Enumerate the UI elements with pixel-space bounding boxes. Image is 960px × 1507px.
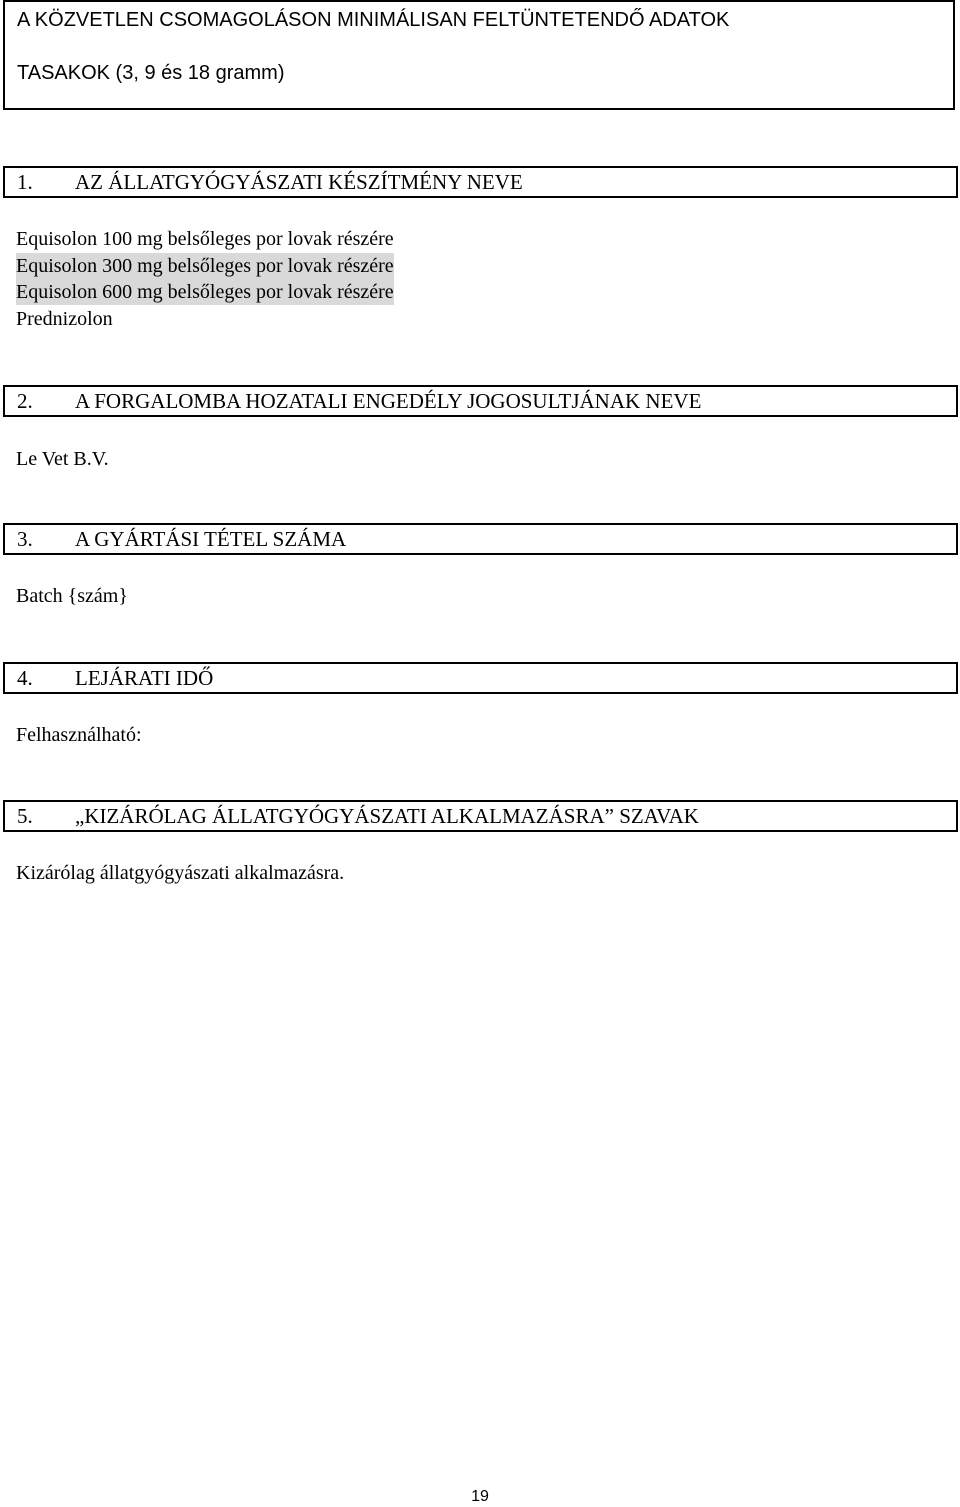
product-name-100mg: Equisolon 100 mg belsőleges por lovak részére [16, 228, 394, 250]
section-2-heading [3, 385, 958, 417]
batch-number: Batch {szám} [16, 585, 128, 607]
document-title: A KÖZVETLEN CSOMAGOLÁSON MINIMÁLISAN FELTÜNTETENDŐ ADATOK [17, 9, 730, 31]
header-box [3, 0, 955, 110]
section-2-title: A FORGALOMBA HOZATALI ENGEDÉLY JOGOSULTJÁNAK NEVE [75, 389, 702, 413]
expiry-label: Felhasználható: [16, 724, 142, 746]
section-3-title: A GYÁRTÁSI TÉTEL SZÁMA [75, 527, 347, 551]
section-4-number: 4. [17, 666, 33, 690]
section-1-heading [3, 166, 958, 198]
product-name-600mg: Equisolon 600 mg belsőleges por lovak részére [16, 281, 394, 303]
section-4-title: LEJÁRATI IDŐ [75, 666, 214, 690]
product-name-300mg: Equisolon 300 mg belsőleges por lovak részére [16, 255, 394, 277]
section-1-title: AZ ÁLLATGYÓGYÁSZATI KÉSZÍTMÉNY NEVE [75, 170, 523, 194]
section-5-title: „KIZÁRÓLAG ÁLLATGYÓGYÁSZATI ALKALMAZÁSRA” SZAVAK [75, 804, 699, 828]
section-2-number: 2. [17, 389, 33, 413]
active-substance: Prednizolon [16, 308, 113, 330]
page-number: 19 [471, 1488, 489, 1505]
section-3-number: 3. [17, 527, 33, 551]
section-5-number: 5. [17, 804, 33, 828]
section-3-heading [3, 523, 958, 555]
veterinary-use-statement: Kizárólag állatgyógyászati alkalmazásra. [16, 862, 345, 884]
section-4-heading [3, 662, 958, 694]
section-5-heading [3, 800, 958, 832]
section-1-number: 1. [17, 170, 33, 194]
document-subtitle: TASAKOK (3, 9 és 18 gramm) [17, 62, 285, 84]
marketing-authorisation-holder: Le Vet B.V. [16, 448, 109, 470]
